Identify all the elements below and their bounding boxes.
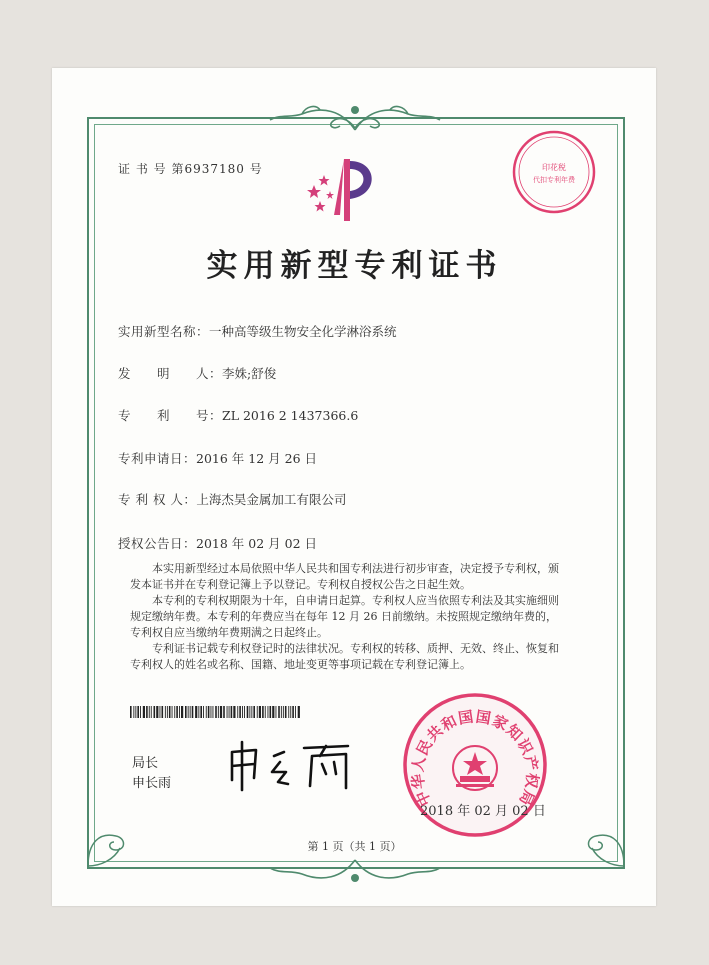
certificate-body-text [130,561,562,673]
top-ornament-icon [262,100,448,134]
utility-model-name-field: 实用新型名称：一种高等级生物安全化学淋浴系统 [118,324,397,339]
barcode-icon [130,706,302,718]
seal-date: 2018 年 02 月 02 日 [420,804,546,819]
corner-ornament-icon [80,802,140,872]
patent-office-emblem-icon [300,155,380,225]
director-name: 申长雨 [132,776,172,791]
body-paragraph: 专利证书记载专利权登记时的法律状况。专利权的转移、质押、无效、终止、恢复和专利权人的姓名或名称、国籍、地址变更等事项记载在专利登记簿上。 [130,642,559,671]
patent-number-field: 专 利 号：ZL 2016 2 1437366.6 [118,408,359,423]
body-paragraph: 本专利的专利权期限为十年，自申请日起算。专利权人应当依照专利法及其实施细则规定缴纳年费。本专利的年费应当在每年 12 月 26 日前缴纳。未按照规定缴纳年费的，专利权自应当缴纳年费期满之日起终止。 [130,594,559,639]
inventor-field: 发 明 人：李姝;舒俊 [118,366,277,381]
certificate-number: 证 书 号 第6937180 号 [118,162,263,176]
svg-text:代扣专利年费: 代扣专利年费 [533,176,575,184]
bottom-ornament-icon [262,856,448,886]
page-number: 第 1 页（共 1 页） [307,840,402,853]
corner-ornament-icon [572,802,632,872]
director-signature-icon [222,738,362,794]
fee-seal-icon [510,128,598,216]
svg-text:中华人民共和国国家知识产权局: 中华人民共和国国家知识产权局 [408,707,542,810]
certificate-title: 实用新型专利证书 [206,248,503,284]
grant-date-field: 授权公告日：2018 年 02 月 02 日 [118,536,318,551]
application-date-field: 专利申请日：2016 年 12 月 26 日 [118,451,318,466]
body-paragraph: 本实用新型经过本局依照中华人民共和国专利法进行初步审查，决定授予专利权，颁发本证书并在专利登记簿上予以登记。专利权自授权公告之日起生效。 [130,562,559,591]
svg-text:印花税: 印花税 [542,163,566,172]
director-title: 局长 [132,756,159,771]
patentee-field: 专 利 权 人：上海杰昊金属加工有限公司 [118,492,347,507]
